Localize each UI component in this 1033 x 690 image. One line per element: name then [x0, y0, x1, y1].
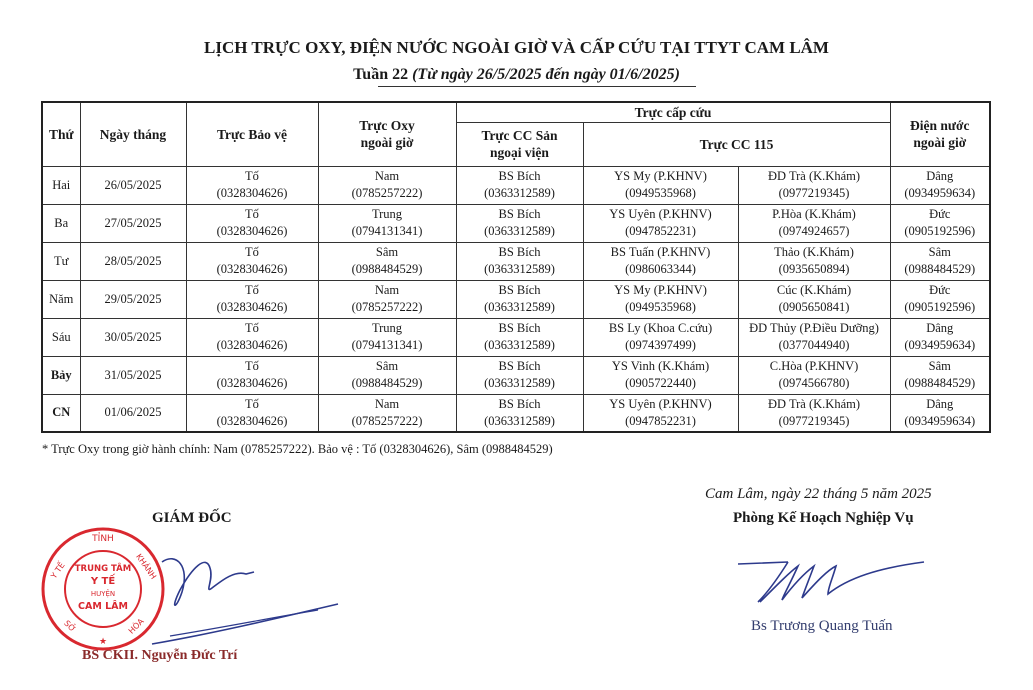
header-bao-ve: Trực Bảo vệ — [186, 102, 318, 166]
staff-name: Đức — [929, 283, 951, 297]
staff-name: YS Uyên (P.KHNV) — [609, 396, 712, 411]
staff-phone: (0947852231) — [625, 413, 696, 428]
staff-phone: (0988484529) — [351, 262, 423, 276]
svg-text:TRUNG TÂM: TRUNG TÂM — [74, 564, 132, 574]
cell-thu: Bảy — [42, 356, 80, 394]
staff-phone: (0974397499) — [625, 338, 696, 352]
staff-phone: (0794131341) — [351, 338, 423, 352]
staff-phone: (0934959634) — [904, 186, 976, 200]
staff-phone: (0785257222) — [351, 413, 423, 428]
staff-phone: (0988484529) — [904, 376, 976, 390]
cell-cc-san — [456, 280, 583, 318]
cell-cc-san — [456, 204, 583, 242]
cell-bao-ve — [186, 242, 318, 280]
table-row — [42, 204, 990, 242]
cell-ngay: 26/05/2025 — [80, 166, 186, 204]
staff-name: BS Bích — [498, 359, 541, 373]
director-name: BS CKII. Nguyễn Đức Trí — [82, 648, 238, 663]
cell-cc-115-a — [583, 242, 738, 280]
svg-text:★: ★ — [98, 637, 108, 647]
cell-cc-san — [456, 394, 583, 432]
schedule-table — [41, 101, 991, 433]
staff-phone: (0935650894) — [778, 262, 850, 276]
cell-cc-san — [456, 318, 583, 356]
staff-name: Trung — [371, 207, 403, 221]
staff-phone: (0988484529) — [351, 376, 423, 390]
header-dien-nuoc-line1: Điện nước — [910, 118, 970, 134]
week-label: Tuần 22 — [353, 66, 409, 83]
staff-phone: (0949535968) — [625, 300, 696, 314]
header-cap-cuu: Trực cấp cứu — [456, 102, 890, 122]
footnote: * Trực Oxy trong giờ hành chính: Nam (0785257222). Bảo vệ : Tố (0328304626), Sâm (0988484529) — [42, 442, 553, 456]
header-oxy-line2: ngoài giờ — [360, 135, 414, 151]
cell-bao-ve — [186, 318, 318, 356]
staff-phone: (0363312589) — [484, 338, 555, 352]
staff-phone: (0363312589) — [484, 262, 555, 276]
cell-cc-115-a — [583, 166, 738, 204]
department-name: Phòng Kế Hoạch Nghiệp Vụ — [733, 510, 914, 526]
staff-name: Nam — [374, 283, 400, 297]
staff-name: Nam — [374, 169, 400, 183]
header-dien-nuoc — [890, 102, 990, 166]
staff-name: ĐD Trà (K.Khám) — [768, 396, 861, 411]
staff-phone: (0328304626) — [216, 338, 288, 352]
svg-text:HÒA: HÒA — [126, 616, 146, 636]
svg-text:KHÁNH: KHÁNH — [134, 552, 158, 581]
staff-name: C.Hòa (P.KHNV) — [769, 359, 859, 373]
header-oxy — [318, 102, 456, 166]
svg-text:Y TẾ: Y TẾ — [90, 576, 116, 587]
staff-name: Sâm — [928, 359, 951, 373]
staff-phone: (0328304626) — [216, 262, 288, 276]
staff-name: Tố — [245, 245, 259, 259]
staff-name: Sâm — [375, 359, 399, 373]
staff-phone: (0905650841) — [778, 300, 850, 314]
cell-dien-nuoc — [890, 318, 990, 356]
cell-dien-nuoc — [890, 204, 990, 242]
header-cc-san-line1: Trực CC Sản — [481, 128, 558, 143]
cell-thu: Tư — [42, 242, 80, 280]
table-row — [42, 166, 990, 204]
staff-name: Sâm — [928, 245, 951, 259]
staff-name: Tố — [245, 207, 259, 221]
table-row — [42, 356, 990, 394]
staff-name: BS Bích — [498, 396, 541, 411]
staff-phone: (0328304626) — [216, 224, 288, 238]
staff-phone: (0363312589) — [484, 224, 555, 238]
staff-phone: (0328304626) — [216, 413, 288, 428]
cell-bao-ve — [186, 394, 318, 432]
place-date: Cam Lâm, ngày 22 tháng 5 năm 2025 — [705, 486, 932, 502]
staff-phone: (0328304626) — [216, 376, 288, 390]
staff-phone: (0947852231) — [625, 224, 696, 238]
staff-name: BS Bích — [498, 169, 541, 183]
official-stamp — [38, 524, 168, 654]
staff-name: YS My (P.KHNV) — [614, 169, 707, 183]
staff-name: BS Bích — [498, 245, 541, 259]
cell-dien-nuoc — [890, 242, 990, 280]
cell-cc-san — [456, 166, 583, 204]
cell-dien-nuoc — [890, 356, 990, 394]
staff-name: BS Ly (Khoa C.cứu) — [608, 321, 713, 335]
cell-thu: CN — [42, 394, 80, 432]
header-ngay: Ngày tháng — [80, 102, 186, 166]
staff-name: Nam — [374, 396, 400, 411]
staff-phone: (0905192596) — [904, 300, 976, 314]
header-cc-115: Trực CC 115 — [583, 122, 890, 166]
cell-oxy — [318, 318, 456, 356]
cell-cc-115-b — [738, 394, 890, 432]
cell-thu: Sáu — [42, 318, 80, 356]
header-dien-nuoc-line2: ngoài giờ — [913, 135, 967, 151]
staff-phone: (0934959634) — [904, 338, 976, 352]
header-oxy-line1: Trực Oxy — [359, 118, 415, 134]
staff-phone: (0934959634) — [904, 413, 976, 428]
staff-name: Dâng — [926, 169, 954, 183]
staff-name: ĐD Thủy (P.Điều Dưỡng) — [749, 321, 879, 335]
staff-name: Dâng — [926, 321, 954, 335]
staff-name: Đức — [929, 207, 951, 221]
staff-name: BS Bích — [498, 283, 541, 297]
table-row — [42, 280, 990, 318]
staff-name: BS Tuấn (P.KHNV) — [610, 245, 711, 259]
cell-ngay: 28/05/2025 — [80, 242, 186, 280]
cell-ngay: 27/05/2025 — [80, 204, 186, 242]
cell-cc-115-b — [738, 166, 890, 204]
cell-oxy — [318, 242, 456, 280]
cell-oxy — [318, 394, 456, 432]
cell-ngay: 01/06/2025 — [80, 394, 186, 432]
table-row — [42, 394, 990, 432]
staff-phone: (0363312589) — [484, 186, 555, 200]
svg-text:Y TẾ: Y TẾ — [49, 560, 67, 581]
staff-name: Sâm — [375, 245, 399, 259]
staff-phone: (0328304626) — [216, 186, 288, 200]
staff-name: Tố — [245, 321, 259, 335]
cell-cc-115-a — [583, 394, 738, 432]
document-subtitle — [0, 66, 1033, 84]
staff-name: ĐD Trà (K.Khám) — [768, 169, 861, 183]
director-signature — [150, 548, 340, 648]
staff-name: BS Bích — [498, 207, 541, 221]
staff-phone: (0785257222) — [351, 300, 423, 314]
signer-signature — [728, 558, 928, 608]
cell-bao-ve — [186, 204, 318, 242]
cell-cc-115-b — [738, 280, 890, 318]
cell-cc-115-b — [738, 318, 890, 356]
staff-name: Cúc (K.Khám) — [776, 283, 852, 297]
staff-phone: (0794131341) — [351, 224, 423, 238]
staff-phone: (0363312589) — [484, 300, 555, 314]
staff-phone: (0363312589) — [484, 376, 555, 390]
header-thu: Thứ — [42, 102, 80, 166]
header-cc-san — [456, 122, 583, 166]
staff-phone: (0974924657) — [778, 224, 850, 238]
staff-phone: (0328304626) — [216, 300, 288, 314]
cell-ngay: 30/05/2025 — [80, 318, 186, 356]
staff-name: YS Vinh (K.Khám) — [611, 359, 710, 373]
cell-bao-ve — [186, 280, 318, 318]
director-title: GIÁM ĐỐC — [152, 510, 232, 526]
staff-phone: (0977219345) — [778, 186, 850, 200]
staff-phone: (0974566780) — [778, 376, 850, 390]
staff-name: P.Hòa (K.Khám) — [772, 207, 856, 221]
document-title: LỊCH TRỰC OXY, ĐIỆN NƯỚC NGOÀI GIỜ VÀ CẤP CỨU TẠI TTYT CAM LÂM — [204, 38, 829, 57]
staff-phone: (0949535968) — [625, 186, 696, 200]
table-row — [42, 242, 990, 280]
staff-phone: (0377044940) — [778, 338, 850, 352]
signer-name: Bs Trương Quang Tuấn — [751, 618, 893, 634]
cell-thu: Hai — [42, 166, 80, 204]
staff-name: Thảo (K.Khám) — [774, 245, 854, 259]
staff-name: Tố — [245, 169, 259, 183]
cell-dien-nuoc — [890, 280, 990, 318]
cell-oxy — [318, 204, 456, 242]
staff-name: Tố — [245, 359, 259, 373]
staff-name: YS My (P.KHNV) — [614, 283, 707, 297]
svg-text:HUYỆN: HUYỆN — [90, 590, 116, 598]
staff-phone: (0363312589) — [484, 413, 555, 428]
cell-oxy — [318, 166, 456, 204]
subtitle-underline — [378, 86, 696, 87]
cell-ngay: 31/05/2025 — [80, 356, 186, 394]
cell-dien-nuoc — [890, 394, 990, 432]
staff-name: YS Uyên (P.KHNV) — [609, 207, 712, 221]
staff-phone: (0986063344) — [625, 262, 696, 276]
staff-phone: (0988484529) — [904, 262, 976, 276]
cell-cc-115-b — [738, 356, 890, 394]
cell-cc-115-a — [583, 356, 738, 394]
staff-name: BS Bích — [498, 321, 541, 335]
svg-text:SỞ: SỞ — [62, 618, 78, 634]
cell-cc-san — [456, 356, 583, 394]
staff-phone: (0977219345) — [778, 413, 850, 428]
staff-phone: (0905722440) — [625, 376, 696, 390]
svg-text:TỈNH: TỈNH — [92, 534, 114, 544]
cell-dien-nuoc — [890, 166, 990, 204]
cell-cc-115-b — [738, 204, 890, 242]
staff-phone: (0905192596) — [904, 224, 976, 238]
cell-cc-115-a — [583, 204, 738, 242]
date-range: (Từ ngày 26/5/2025 đến ngày 01/6/2025) — [412, 66, 680, 83]
cell-cc-115-a — [583, 280, 738, 318]
cell-oxy — [318, 356, 456, 394]
staff-name: Tố — [245, 283, 259, 297]
cell-thu: Ba — [42, 204, 80, 242]
cell-oxy — [318, 280, 456, 318]
cell-ngay: 29/05/2025 — [80, 280, 186, 318]
cell-cc-115-a — [583, 318, 738, 356]
cell-bao-ve — [186, 356, 318, 394]
staff-name: Dâng — [926, 396, 954, 411]
cell-cc-115-b — [738, 242, 890, 280]
table-row — [42, 318, 990, 356]
cell-cc-san — [456, 242, 583, 280]
staff-name: Trung — [371, 321, 403, 335]
cell-thu: Năm — [42, 280, 80, 318]
header-cc-san-line2: ngoại viện — [490, 145, 549, 160]
staff-name: Tố — [245, 396, 259, 411]
staff-phone: (0785257222) — [351, 186, 423, 200]
svg-text:CAM LÂM: CAM LÂM — [78, 601, 128, 612]
cell-bao-ve — [186, 166, 318, 204]
